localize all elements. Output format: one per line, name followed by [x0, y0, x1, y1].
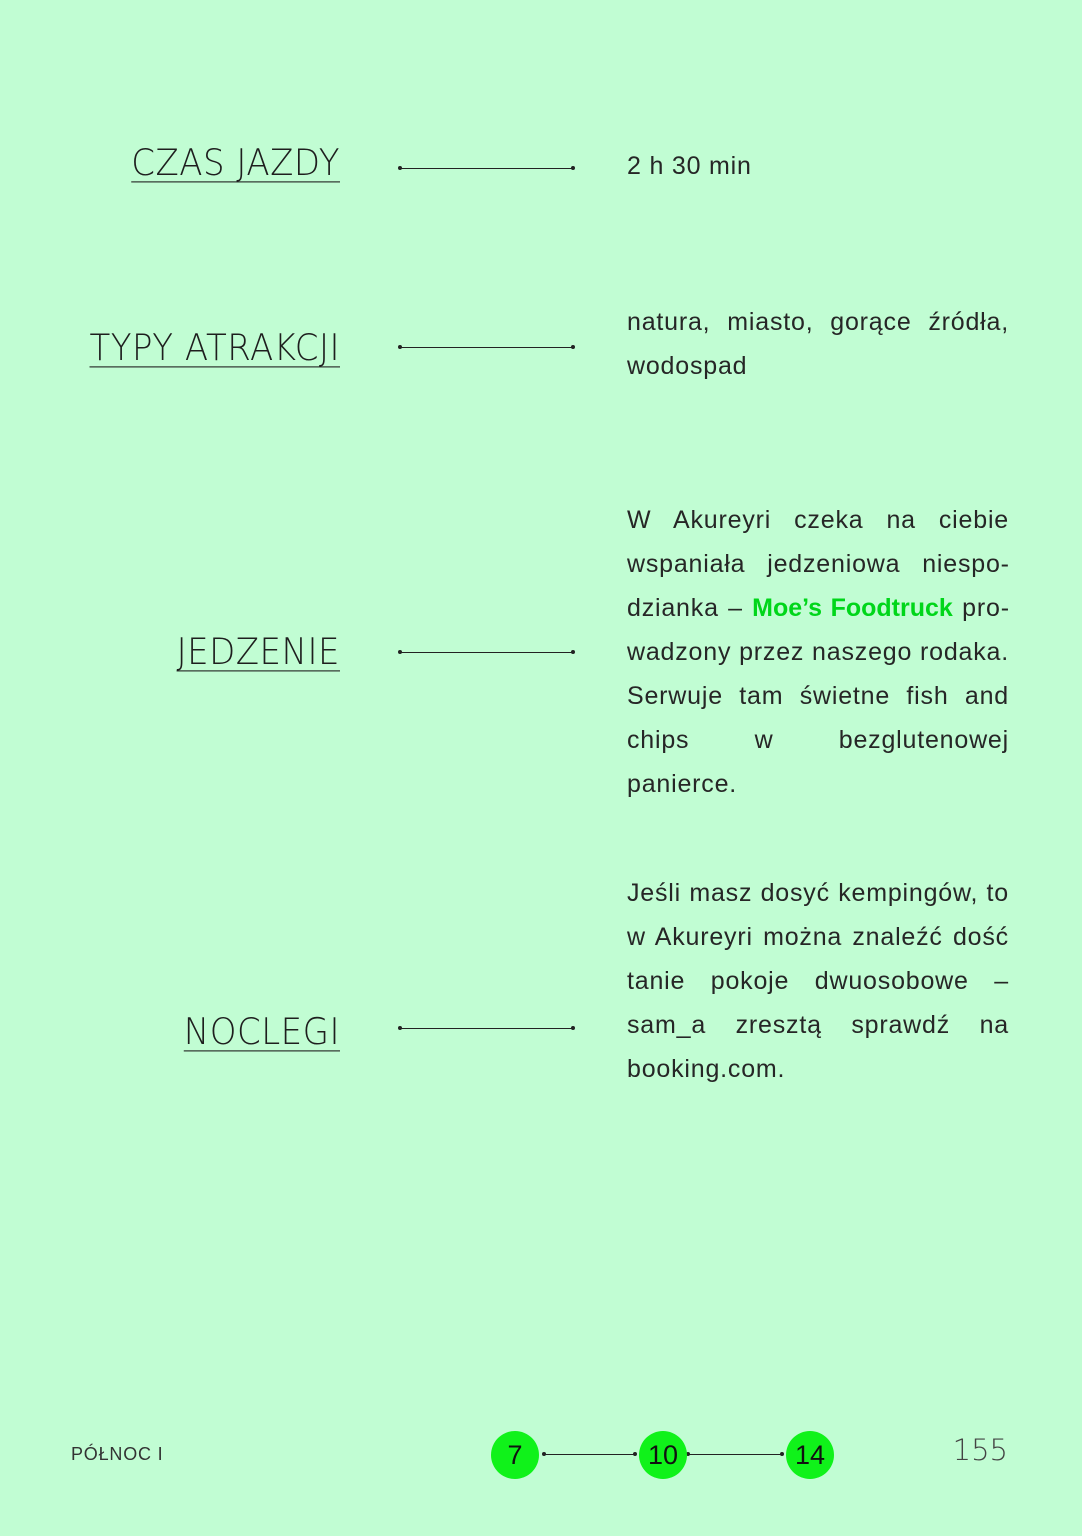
section-name: PÓŁNOC I — [71, 1444, 164, 1464]
connector-line — [400, 1028, 573, 1029]
section-label: JEDZENIE — [176, 630, 340, 674]
connector-line — [400, 168, 573, 169]
route-connector — [543, 1454, 636, 1455]
section-label: TYPY ATRAKCJI — [89, 326, 340, 370]
foodtruck-link[interactable]: Moe’s Foodtruck — [752, 594, 953, 622]
section-value: Jeśli masz dosyć kempingów, to w Akureyri można znaleźć dość tanie pokoje dwuosobowe – sam_a zresztą sprawdź na booking.com. — [627, 879, 1009, 1083]
route-connector — [687, 1454, 783, 1455]
section-value — [627, 498, 1009, 806]
section-label: CZAS JAZDY — [131, 141, 340, 185]
route-stop[interactable]: 10 — [639, 1431, 687, 1479]
section-label: NOCLEGI — [183, 1010, 340, 1054]
route-stop[interactable]: 7 — [491, 1431, 539, 1479]
value-text: prowadzony przez naszego rodaka. Serwuje tam świetne fish and chips w bezglutenowej panierce. — [627, 594, 1010, 798]
route-progress — [491, 1431, 834, 1479]
connector-line — [400, 652, 573, 653]
connector-line — [400, 347, 573, 348]
section-value: natura, miasto, gorące źródła, wodospad — [627, 308, 1009, 380]
page-number: 155 — [952, 1433, 1008, 1467]
section-value: 2 h 30 min — [627, 152, 752, 180]
value-text: W Akureyri czeka na ciebie wspaniała jedzeniowa niespodzianka – — [627, 506, 1009, 622]
route-stop[interactable]: 14 — [786, 1431, 834, 1479]
